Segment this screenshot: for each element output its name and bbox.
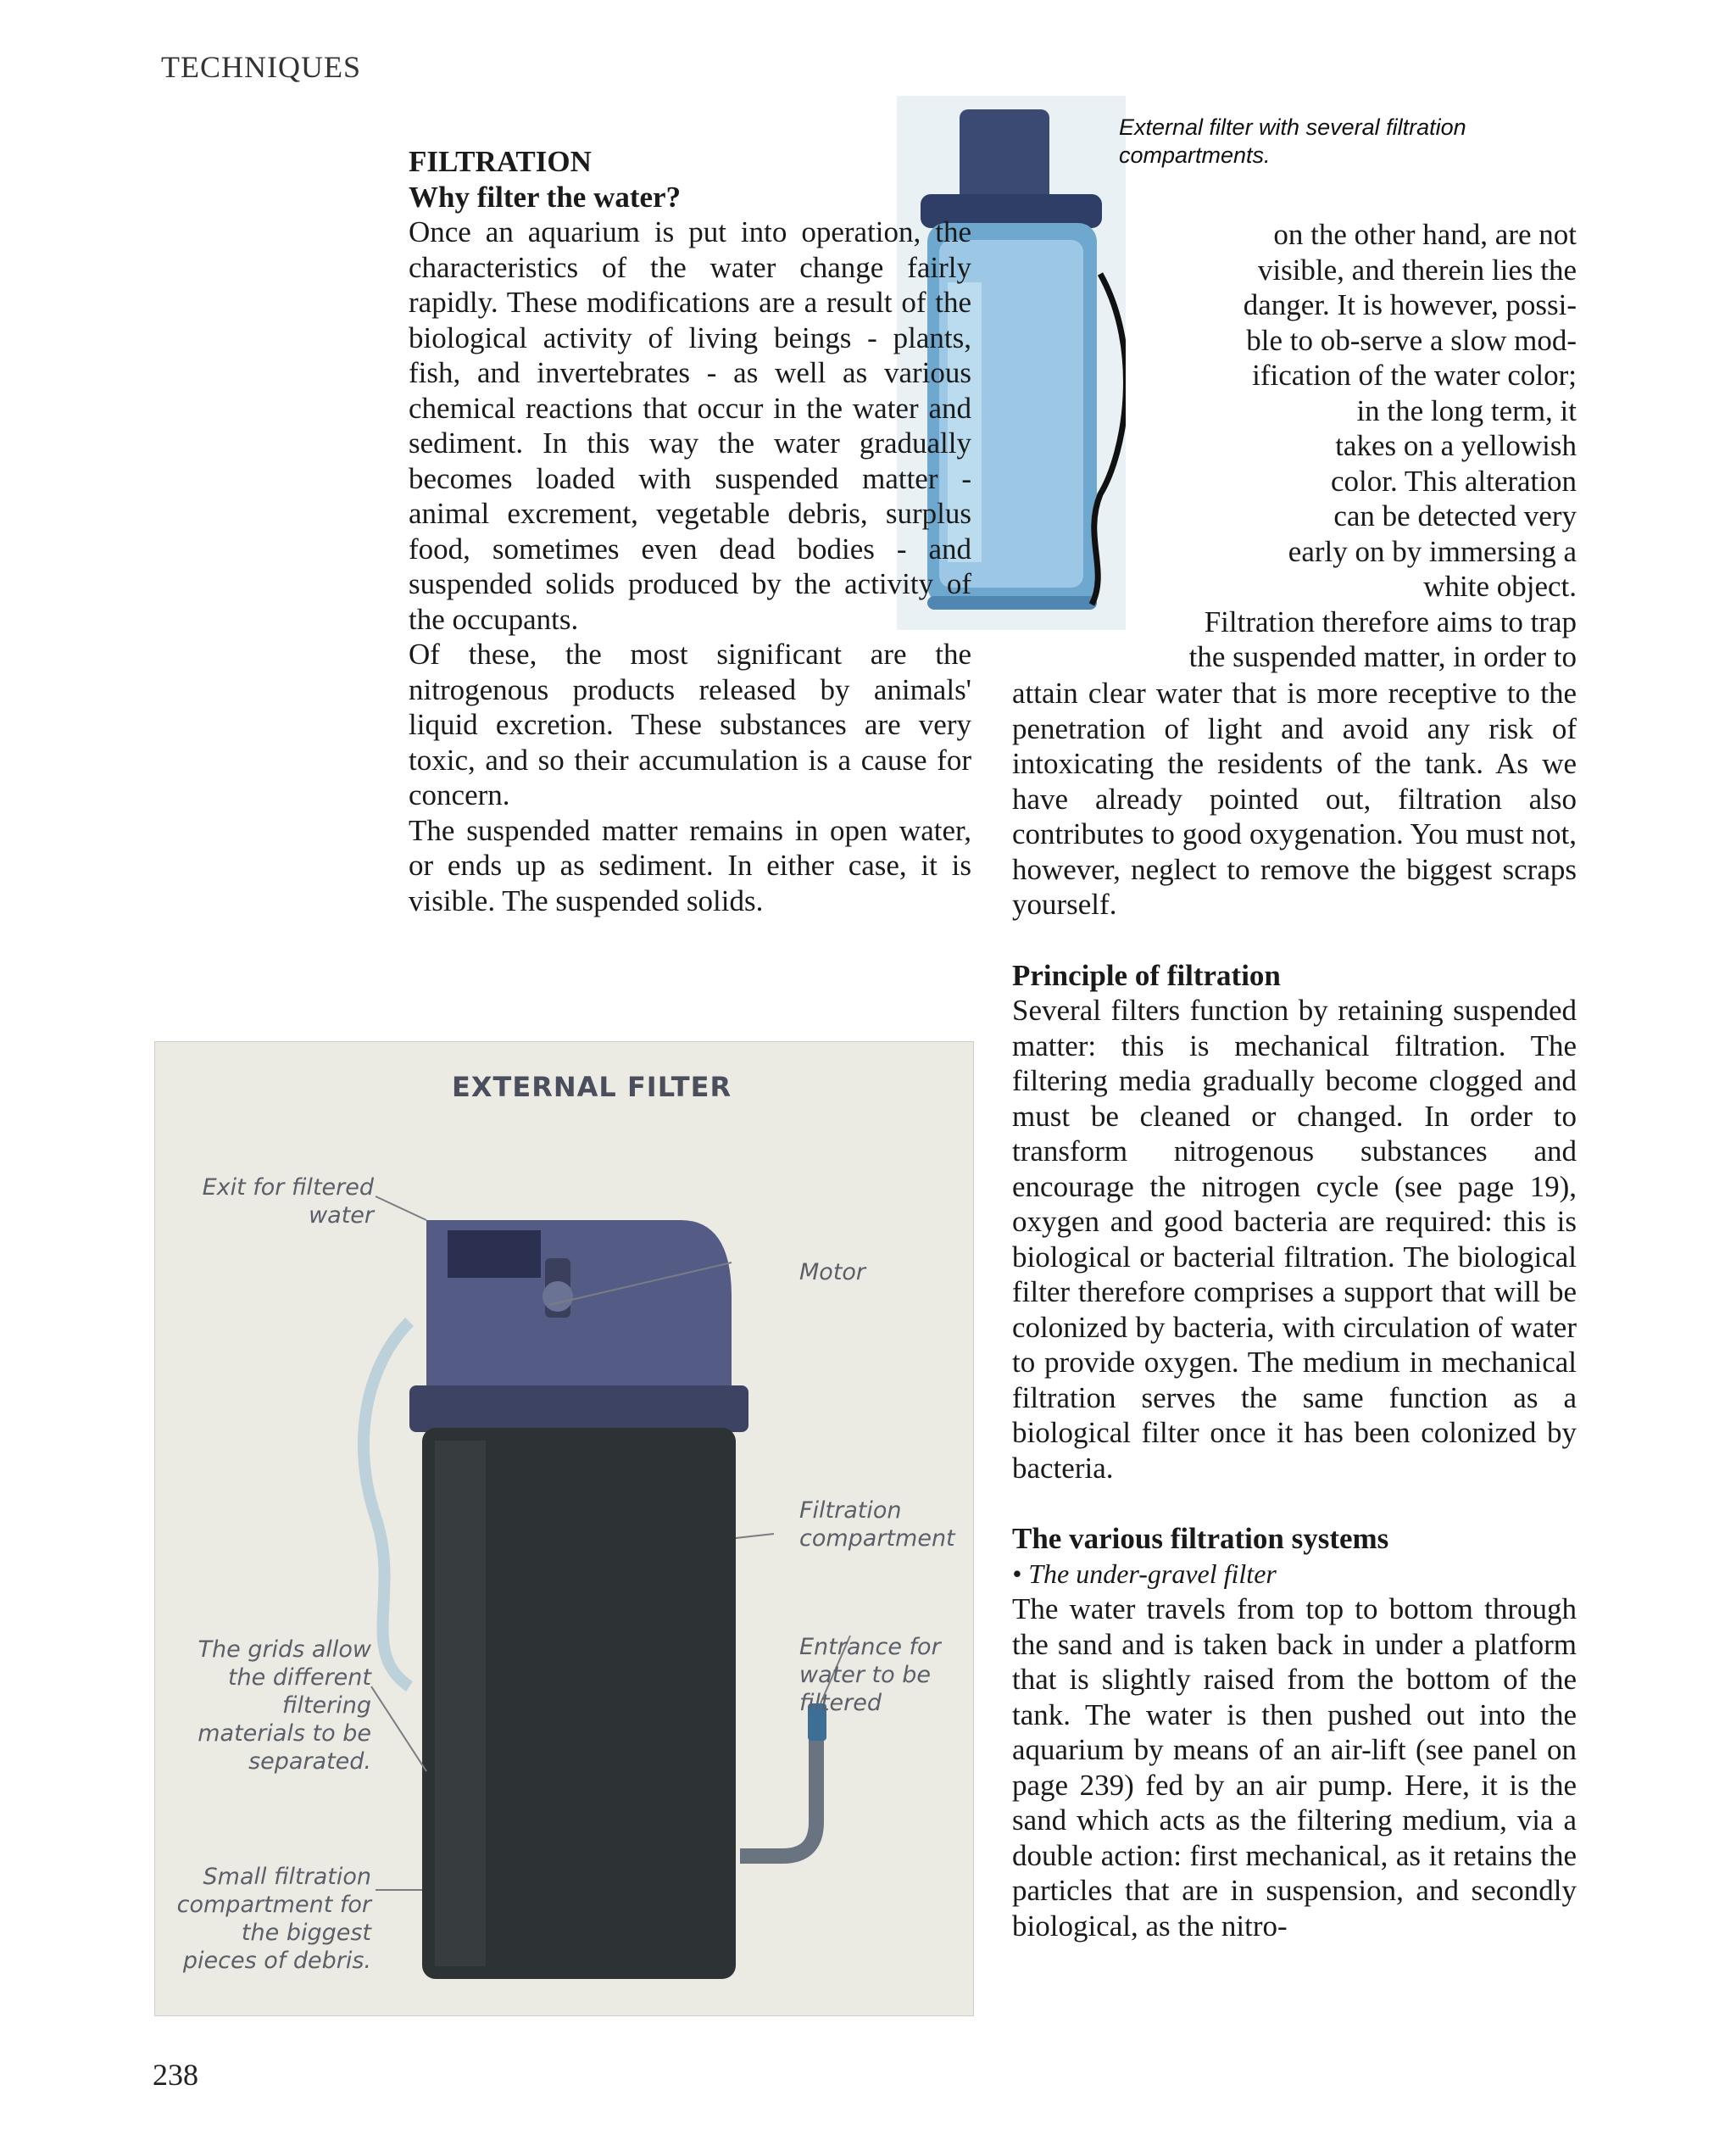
wrap-line: ble to ob-serve a slow mod- <box>1246 323 1577 357</box>
wrap-line: white object. <box>1423 570 1577 603</box>
spacer <box>1012 923 1577 958</box>
page-number: 238 <box>153 2058 198 2092</box>
heading: FILTRATION <box>409 145 592 178</box>
wrap-line: can be detected very <box>1333 499 1577 532</box>
right-column <box>1012 676 1577 1943</box>
label-small-compartment: Small filtration compartment for the biggest pieces of debris. <box>176 1864 371 1974</box>
heading: Principle of filtration <box>1012 958 1281 992</box>
wrap-line: early on by immersing a <box>1288 534 1577 568</box>
label-exit: Exit for filtered water <box>202 1174 374 1229</box>
external-filter-diagram <box>154 1041 974 2016</box>
heading: Why filter the water? <box>409 180 682 214</box>
heading: The various filtration systems <box>1012 1522 1389 1555</box>
right-wrap-text <box>1136 217 1577 675</box>
wrap-line: danger. It is however, possi- <box>1243 288 1577 321</box>
wrap-line: Filtration therefore aims to trap <box>1204 605 1577 638</box>
label-entrance: Entrance for water to be filtered <box>799 1634 941 1716</box>
paragraph: Of these, the most significant are the nitrogenous products released by animals' liquid excretion. These substances are very toxic, and so their accumulation is a cause for concern. <box>409 638 971 811</box>
wrap-line: the suspended matter, in order to <box>1188 640 1577 673</box>
wrap-line: color. This alteration <box>1331 464 1577 498</box>
left-column <box>409 144 971 918</box>
wrap-line: in the long term, it <box>1356 393 1577 427</box>
section-header: TECHNIQUES <box>161 50 361 84</box>
wrap-line: on the other hand, are not <box>1273 218 1577 251</box>
photo-caption: External filter with several filtration compartments. <box>1119 114 1466 168</box>
paragraph: Several filters function by retaining suspended matter: this is mechanical filtration. The filtering media gradually become clogged and must be cleaned or changed. In order to transform nitrogenous substances and encourage the nitrogen cycle (see page 19), oxygen and good bacteria are required: this is biological or bacterial filtration. The biological filter therefore comprises a support that will be colonized by bacteria, with circulation of water to provide oxygen. The medium in mechanical filtration serves the same function as a biological filter once it has been colonized by bacteria. <box>1012 994 1577 1485</box>
paragraph: Once an aquarium is put into operation, the characteristics of the water change fairly rapidly. These modifications are a result of the biological activity of living beings - plants, fish, and invertebrates - as well as various chemical reactions that occur in the water and sediment. In this way the water gradually becomes loaded with suspended matter - animal excrement, vegetable debris, surplus food, sometimes even dead bodies - and suspended solids produced by the activity of the occupants. <box>409 215 971 636</box>
paragraph: The water travels from top to bottom through the sand and is taken back in under a platform that is slightly raised from the bottom of the tank. The water is then pushed out into the aquarium by means of an air-lift (see panel on page 239) fed by an air pump. Here, it is the sand which acts as the filtering medium, via a double action: first mechanical, as it retains the particles that are in suspension, and secondly biological, as the nitro- <box>1012 1592 1577 1943</box>
label-filtration-compartment: Filtration compartment <box>799 1497 955 1552</box>
paragraph: The suspended matter remains in open water, or ends up as sediment. In either case, it is visible. The suspended solids. <box>409 813 971 917</box>
diagram-title: EXTERNAL FILTER <box>452 1071 732 1103</box>
label-grids: The grids allow the different filtering materials to be separated. <box>198 1636 371 1775</box>
label-motor: Motor <box>799 1259 866 1285</box>
paragraph: attain clear water that is more receptive to the penetration of light and avoid any risk of intoxicating the residents of the tank. As we have already pointed out, filtration also contributes to good oxygenation. You must not, however, neglect to remove the biggest scraps yourself. <box>1012 677 1577 921</box>
wrap-line: takes on a yellowish <box>1335 429 1577 462</box>
subheading: • The under-gravel filter <box>1012 1558 1277 1589</box>
spacer <box>1012 1485 1577 1521</box>
wrap-line: visible, and therein lies the <box>1257 253 1577 287</box>
wrap-line: ification of the water color; <box>1252 359 1577 392</box>
